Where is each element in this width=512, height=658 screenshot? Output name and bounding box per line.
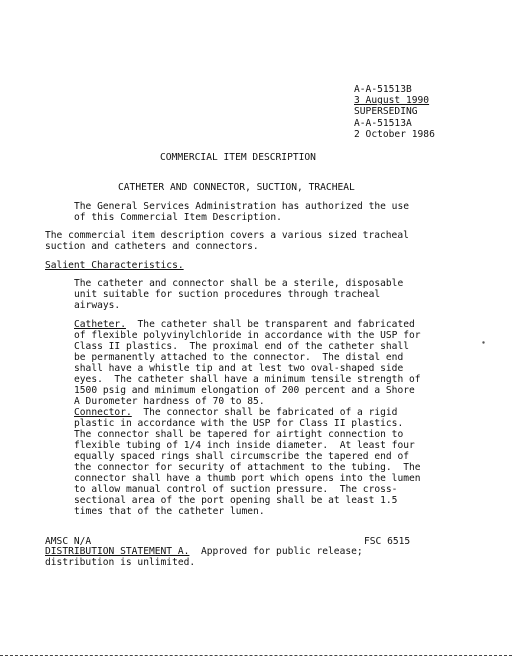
distribution-statement-line-1 bbox=[45, 546, 363, 558]
catheter-line-4: be permanently attached to the connector. The distal end bbox=[74, 352, 404, 363]
authorization-line-1: The General Services Administration has authorized the use bbox=[74, 201, 410, 212]
connector-line-7: connector shall have a thumb port which opens into the lumen bbox=[74, 473, 421, 484]
catheter-line-7: 1500 psig and minimum elongation of 200 percent and a Shore bbox=[74, 385, 415, 396]
fsc-code: FSC 6515 bbox=[364, 536, 411, 547]
connector-line-1 bbox=[74, 407, 397, 419]
superseded-document-number: A-A-51513A bbox=[354, 117, 412, 129]
catheter-line-1 bbox=[74, 319, 415, 331]
catheter-line-1-text: The catheter shall be transparent and fabricated bbox=[125, 319, 415, 330]
scope-line-2: suction and catheters and connectors. bbox=[45, 241, 259, 252]
superseded-document-date: 2 October 1986 bbox=[354, 128, 435, 140]
connector-line-6: the connector for security of attachment to the tubing. The bbox=[74, 462, 421, 473]
authorization-line-2: of this Commercial Item Description. bbox=[74, 212, 282, 223]
catheter-line-8: A Durometer hardness of 70 to 85. bbox=[74, 396, 265, 407]
connector-line-3: The connector shall be tapered for airtight connection to bbox=[74, 429, 404, 440]
amsc-designation: AMSC N/A bbox=[45, 536, 92, 547]
page-bottom-rule bbox=[0, 655, 512, 656]
catheter-line-3: Class II plastics. The proximal end of the catheter shall bbox=[74, 341, 410, 352]
general-line-1: The catheter and connector shall be a sterile, disposable bbox=[74, 278, 404, 289]
connector-line-5: equally spaced rings shall circumscribe the tapered end of bbox=[74, 451, 410, 462]
page-title: COMMERCIAL ITEM DESCRIPTION bbox=[160, 152, 316, 163]
distribution-statement-line-2: distribution is unlimited. bbox=[45, 557, 196, 568]
salient-characteristics-heading: Salient Characteristics. bbox=[45, 260, 184, 271]
document-date: 3 August 1990 bbox=[354, 95, 430, 107]
scope-line-1: The commercial item description covers a various sized tracheal bbox=[45, 230, 409, 241]
connector-line-8: to allow manual control of suction pressure. The cross- bbox=[74, 484, 398, 495]
catheter-line-5: shall have a whistle tip and at lest two oval-shaped side bbox=[74, 363, 404, 374]
document-number: A-A-51513B bbox=[354, 84, 412, 95]
document-identification-block bbox=[354, 84, 435, 140]
catheter-line-2: of flexible polyvinylchloride in accordance with the USP for bbox=[74, 330, 421, 341]
general-line-3: airways. bbox=[74, 300, 121, 311]
catheter-heading: Catheter. bbox=[74, 319, 126, 330]
distribution-statement-text: Approved for public release; bbox=[189, 546, 363, 557]
distribution-statement-heading: DISTRIBUTION STATEMENT A. bbox=[45, 546, 190, 557]
catheter-line-6: eyes. The catheter shall have a minimum tensile strength of bbox=[74, 374, 421, 385]
connector-heading: Connector. bbox=[74, 407, 132, 418]
connector-line-9: sectional area of the port opening shall be at least 1.5 bbox=[74, 495, 398, 506]
general-line-2: unit suitable for suction procedures through tracheal bbox=[74, 289, 381, 300]
item-subtitle: CATHETER AND CONNECTOR, SUCTION, TRACHEAL bbox=[118, 182, 355, 193]
scan-speck bbox=[481, 340, 486, 345]
connector-line-1-text: The connector shall be fabricated of a rigid bbox=[131, 407, 398, 418]
connector-line-2: plastic in accordance with the USP for Class II plastics. bbox=[74, 418, 404, 429]
superseding-label: SUPERSEDING bbox=[354, 106, 418, 118]
connector-line-10: times that of the catheter lumen. bbox=[74, 506, 265, 517]
connector-line-4: flexible tubing of 1/4 inch inside diameter. At least four bbox=[74, 440, 415, 451]
